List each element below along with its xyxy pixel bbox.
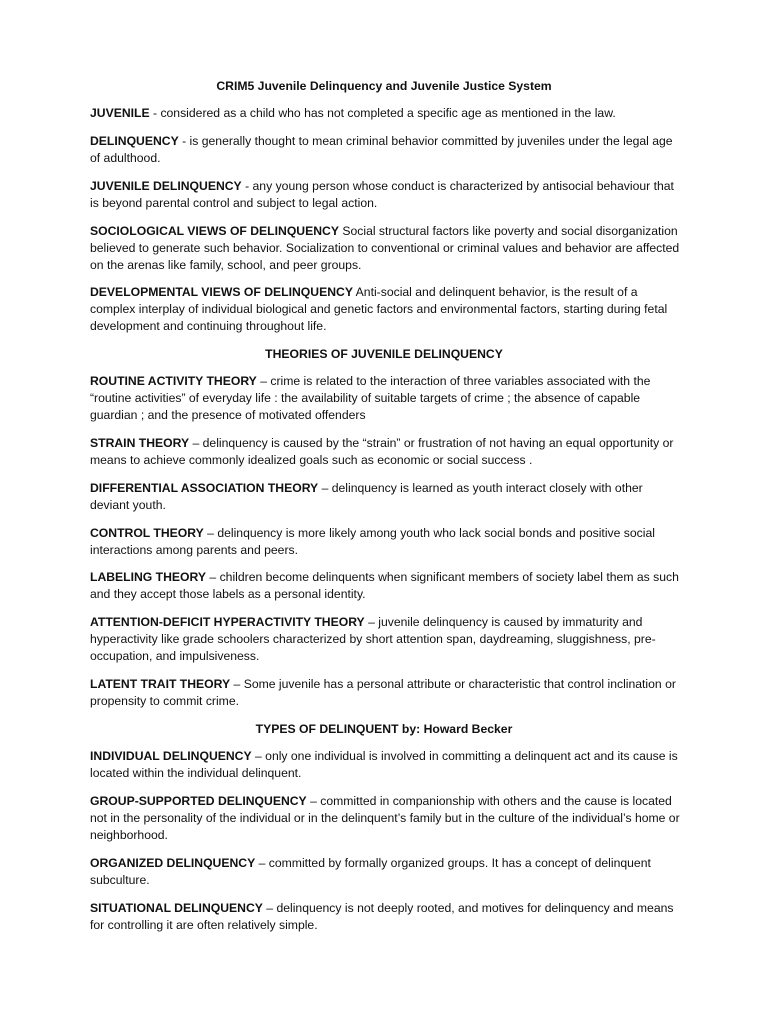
theory-text: – delinquency is learned as youth interact closely with other deviant youth.	[90, 481, 643, 512]
type-text: – only one individual is involved in committing a delinquent act and its cause is located within the individual delinquent.	[90, 749, 678, 780]
type-term: ORGANIZED DELINQUENCY	[90, 856, 256, 870]
type-situational	[90, 900, 680, 934]
definition-sociological-views	[90, 223, 680, 274]
definition-delinquency	[90, 133, 680, 167]
type-organized	[90, 855, 680, 889]
type-text: – delinquency is not deeply rooted, and motives for delinquency and means for controlling it are often relatively simple.	[90, 901, 674, 932]
theory-term: LABELING THEORY	[90, 570, 207, 584]
theory-term: CONTROL THEORY	[90, 526, 204, 540]
type-term: INDIVIDUAL DELINQUENCY	[90, 749, 252, 763]
type-group-supported	[90, 793, 680, 844]
document-title: CRIM5 Juvenile Delinquency and Juvenile Justice System	[216, 79, 552, 93]
theory-text: – delinquency is caused by the “strain” or frustration of not having an equal opportunity or means to achieve commonly idealized goals such as economic or social success .	[90, 436, 674, 467]
definition-term: JUVENILE DELINQUENCY	[90, 179, 242, 193]
definition-juvenile-delinquency	[90, 178, 680, 212]
type-term: SITUATIONAL DELINQUENCY	[90, 901, 263, 915]
theory-labeling	[90, 569, 680, 603]
theories-heading: THEORIES OF JUVENILE DELINQUENCY	[265, 347, 503, 361]
definition-text: - is generally thought to mean criminal behavior committed by juveniles under the legal age of adulthood.	[90, 134, 673, 165]
theory-control	[90, 525, 680, 559]
definition-text: - any young person whose conduct is characterized by antisocial behaviour that is beyond parental control and subject to legal action.	[90, 179, 674, 210]
theory-routine-activity	[90, 373, 680, 424]
definition-text: Social structural factors like poverty and social disorganization believed to generate such behavior. Socialization to conventional or criminal values and behavior are affected on the arenas like family, school, and peer groups.	[90, 224, 680, 272]
definition-term: DELINQUENCY	[90, 134, 179, 148]
types-heading: TYPES OF DELINQUENT by: Howard Becker	[255, 722, 513, 736]
theory-term: DIFFERENTIAL ASSOCIATION THEORY	[90, 481, 319, 495]
theory-differential-association	[90, 480, 680, 514]
definition-term: JUVENILE	[90, 106, 150, 120]
theory-text: – crime is related to the interaction of three variables associated with the “routine activities” of everyday life : the availability of suitable targets of crime ; the absence of capable guardian ; and the presence of motivated offenders	[90, 374, 651, 422]
theory-text: – juvenile delinquency is caused by immaturity and hyperactivity like grade schoolers characterized by short attention span, daydreaming, sluggishness, pre-occupation, and impulsiveness.	[90, 615, 656, 663]
definition-developmental-views	[90, 284, 680, 335]
definition-term: SOCIOLOGICAL VIEWS OF DELINQUENCY	[90, 224, 339, 238]
type-term: GROUP-SUPPORTED DELINQUENCY	[90, 794, 307, 808]
definition-term: DEVELOPMENTAL VIEWS OF DELINQUENCY	[90, 285, 353, 299]
theory-text: – children become delinquents when significant members of society label them as such and they accept those labels as a personal identity.	[90, 570, 679, 601]
theory-term: ATTENTION-DEFICIT HYPERACTIVITY THEORY	[90, 615, 365, 629]
definition-text: Anti-social and delinquent behavior, is the result of a complex interplay of individual biological and genetic factors and environmental factors, starting during fetal development and continuing throughout life.	[90, 285, 668, 333]
theory-term: ROUTINE ACTIVITY THEORY	[90, 374, 257, 388]
theory-adhd	[90, 614, 680, 665]
type-text: – committed by formally organized groups. It has a concept of delinquent subculture.	[90, 856, 651, 887]
definition-text: - considered as a child who has not completed a specific age as mentioned in the law.	[149, 106, 616, 120]
type-text: – committed in companionship with others and the cause is located not in the personality of the individual or in the delinquent’s family but in the culture of the individual’s home or neighborhood.	[90, 794, 680, 842]
theory-term: STRAIN THEORY	[90, 436, 190, 450]
theory-term: LATENT TRAIT THEORY	[90, 677, 231, 691]
definition-juvenile	[90, 105, 680, 122]
theory-text: – delinquency is more likely among youth who lack social bonds and positive social interactions among parents and peers.	[90, 526, 655, 557]
type-individual	[90, 748, 680, 782]
theory-text: – Some juvenile has a personal attribute or characteristic that control inclination or propensity to commit crime.	[90, 677, 676, 708]
theory-strain	[90, 435, 680, 469]
theory-latent-trait	[90, 676, 680, 710]
